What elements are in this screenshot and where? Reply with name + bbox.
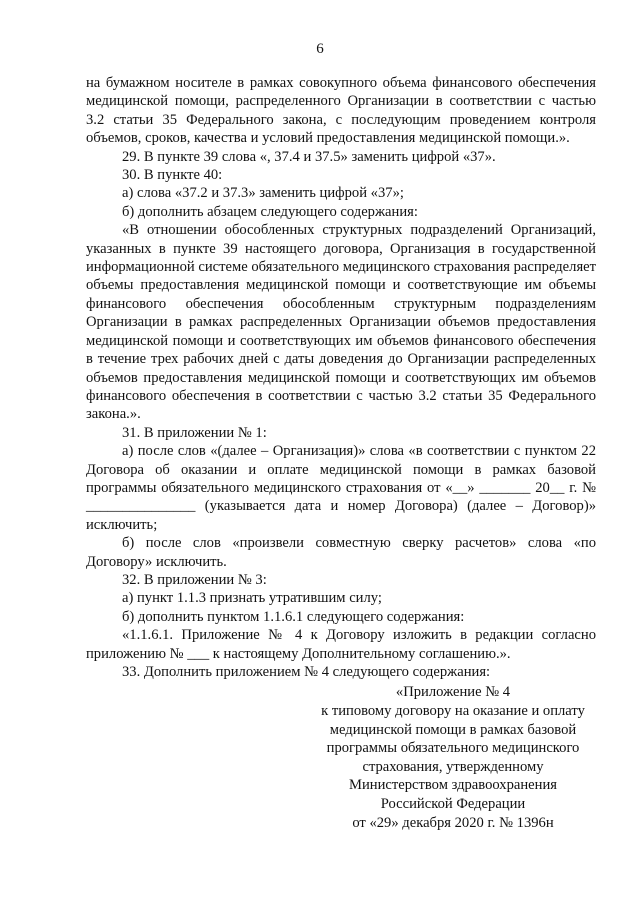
item-30-a: а) слова «37.2 и 37.3» заменить цифрой «37»; (122, 185, 404, 202)
item-31-b: б) после слов «произвели совместную сверку расчетов» слова «по Договору» исключить. (86, 535, 596, 570)
document-body (86, 74, 596, 832)
item-30: 30. В пункте 40: (122, 167, 223, 184)
appendix-header-line: Министерством здравоохранения (349, 777, 557, 794)
appendix-header-line: «Приложение № 4 (395, 684, 511, 701)
item-31-a: а) после слов «(далее – Организация)» слова «в соответствии с пунктом 22 Договора об оказании и оплате медицинской помощи в рамках базовой программы обязательного медицинского страхования от «__» _______ 20__ г. № _______________ (указывается дата и номер Договора) (далее – Договор)» исключить; (86, 443, 596, 533)
paragraph-continuation: на бумажном носителе в рамках совокупного объема финансового обеспечения медицинской помощи, распределенного Организации в соответствии с частью 3.2 статьи 35 Федерального закона, с последующим проведением контроля объемов, сроков, качества и условий предоставления медицинской помощи.». (86, 75, 596, 147)
item-32-a: а) пункт 1.1.3 признать утратившим силу; (122, 590, 382, 607)
appendix-header-line: от «29» декабря 2020 г. № 1396н (352, 814, 554, 831)
item-31: 31. В приложении № 1: (122, 424, 267, 441)
item-29: 29. В пункте 39 слова «, 37.4 и 37.5» заменить цифрой «37». (122, 148, 496, 165)
item-32-b: б) дополнить пунктом 1.1.6.1 следующего содержания: (122, 608, 465, 625)
item-30-b: б) дополнить абзацем следующего содержания: (122, 203, 418, 220)
item-33: 33. Дополнить приложением № 4 следующего содержания: (122, 664, 491, 680)
appendix-header-line: страхования, утвержденному (362, 758, 544, 775)
appendix-header-line: Российской Федерации (380, 795, 526, 812)
appendix-header-line: к типовому договору на оказание и оплату (321, 703, 585, 719)
quoted-paragraph: «В отношении обособленных структурных подразделений Организаций, указанных в пункте 39 настоящего договора, Организация в государственной информационной системе обязательного медицинского страхования распределяет объемы предоставления медицинской помощи и соответствующие им объемы финансового обеспечения обособленным структурным подразделениям Организации в рамках распределенных Организации объемов предоставления медицинской помощи и соответствующих им объемов финансового обеспечения в течение трех рабочих дней с даты доведения до Организации распределенных объемов предоставления медицинской помощи и соответствующих им объемов финансового обеспечения в соответствии с частью 3.2 статьи 35 Федерального закона.». (86, 222, 597, 423)
page-number: 6 (316, 41, 324, 57)
item-32: 32. В приложении № 3: (122, 571, 267, 588)
appendix-header-line: программы обязательного медицинского (326, 740, 580, 757)
appendix-header (310, 683, 596, 832)
item-32-quote: «1.1.6.1. Приложение № 4 к Договору изложить в редакции согласно приложению № ___ к настоящему Дополнительному соглашению.». (86, 627, 596, 662)
appendix-header-line: медицинской помощи в рамках базовой (329, 721, 577, 738)
